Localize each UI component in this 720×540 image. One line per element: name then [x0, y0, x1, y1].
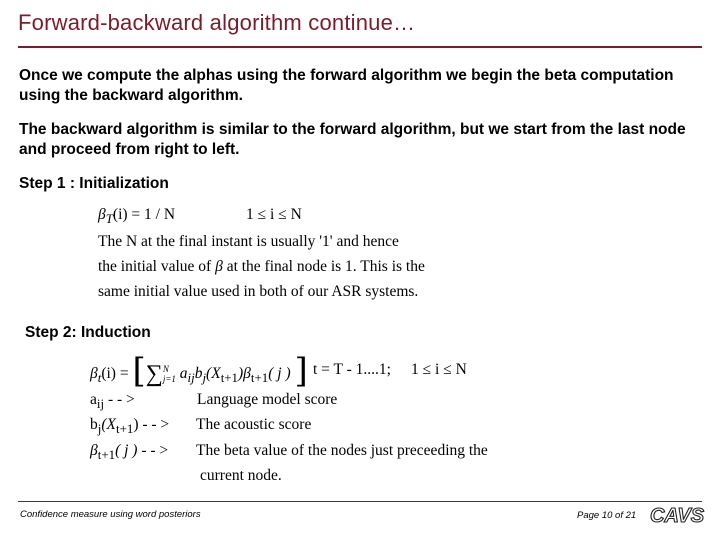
def-beta-sym: β [90, 442, 98, 459]
step1-line-3: same initial value used in both of our ASR systems. [98, 283, 419, 300]
term-x: (X [206, 365, 221, 382]
sum-icon: ∑ [145, 361, 163, 387]
term-b-sub: j [202, 370, 207, 386]
step1-line-2a: the initial value of [98, 258, 212, 275]
def-b-x-sub: t+1 [115, 421, 134, 437]
footer-divider [18, 501, 702, 502]
def-beta-symbol [90, 442, 168, 463]
step1-line-1: The N at the final instant is usually '1' and hence [98, 233, 399, 250]
beta-lhs-arg: (i) = [101, 365, 129, 382]
sum-lower: j=1 [162, 374, 176, 385]
beta-symbol: β [98, 206, 106, 223]
step1-heading: Step 1 : Initialization [19, 175, 169, 192]
term-b: b [194, 365, 203, 382]
def-a-sym: a [90, 391, 97, 408]
term-beta: )β [238, 365, 251, 382]
def-b-close: ) [133, 416, 139, 433]
intro-paragraph-1: Once we compute the alphas using the forward algorithm we begin the beta computation using the backward algorithm. [19, 67, 674, 104]
def-beta-desc-2: current node. [200, 467, 282, 484]
step1-line-2 [98, 258, 425, 276]
term-x-sub: t+1 [220, 370, 239, 386]
def-beta-arrow: - - > [141, 442, 169, 459]
step1-formula [98, 206, 175, 227]
step2-formula [90, 351, 308, 391]
term-a: a [179, 365, 188, 382]
cavs-logo [646, 502, 708, 528]
left-bracket: [ [132, 351, 146, 391]
term-beta-sub: t+1 [250, 370, 269, 386]
right-bracket: ] [294, 351, 308, 391]
step2-heading: Step 2: Induction [25, 324, 151, 341]
def-beta-arg: ( j ) [115, 442, 138, 459]
step1-line-2b: at the final node is 1. This is the [226, 258, 425, 275]
def-a-sub: ij [96, 396, 105, 412]
beta-lhs: β [90, 365, 98, 382]
def-a-symbol [90, 391, 135, 412]
footer-caption: Confidence measure using word posteriors [20, 509, 201, 520]
page-title: Forward-backward algorithm continue… [18, 10, 416, 35]
def-beta-desc: The beta value of the nodes just preceeding the [196, 442, 488, 459]
step2-range-t: t = T - 1....1; [313, 361, 391, 378]
def-beta-sub: t+1 [97, 447, 116, 463]
step2-range-i: 1 ≤ i ≤ N [411, 361, 467, 378]
def-a-arrow: - - > [107, 391, 135, 408]
term-end: ( j ) [268, 365, 291, 382]
sum-upper: N [162, 364, 169, 375]
def-b-x: (X [101, 416, 116, 433]
title-divider [18, 46, 702, 48]
term-a-sub: ij [187, 370, 195, 386]
sum-limits [163, 364, 176, 384]
def-a-desc: Language model score [197, 391, 338, 408]
def-b-sym: b [90, 416, 98, 433]
beta-lhs-sub: t [97, 370, 102, 386]
def-b-desc: The acoustic score [196, 416, 312, 433]
formula-argument: (i) = 1 / N [112, 206, 176, 223]
logo-text: CAVS [649, 505, 705, 527]
def-b-sub: j [97, 421, 102, 437]
formula-subscript: T [105, 211, 113, 227]
step1-range: 1 ≤ i ≤ N [246, 206, 302, 223]
def-b-arrow: - - > [142, 416, 170, 433]
page-number: Page 10 of 21 [577, 510, 637, 521]
beta-symbol-inline: β [215, 258, 223, 275]
intro-paragraph-2: The backward algorithm is similar to the forward algorithm, but we start from the last node and proceed from right to left. [19, 121, 686, 158]
def-b-symbol [90, 416, 169, 437]
